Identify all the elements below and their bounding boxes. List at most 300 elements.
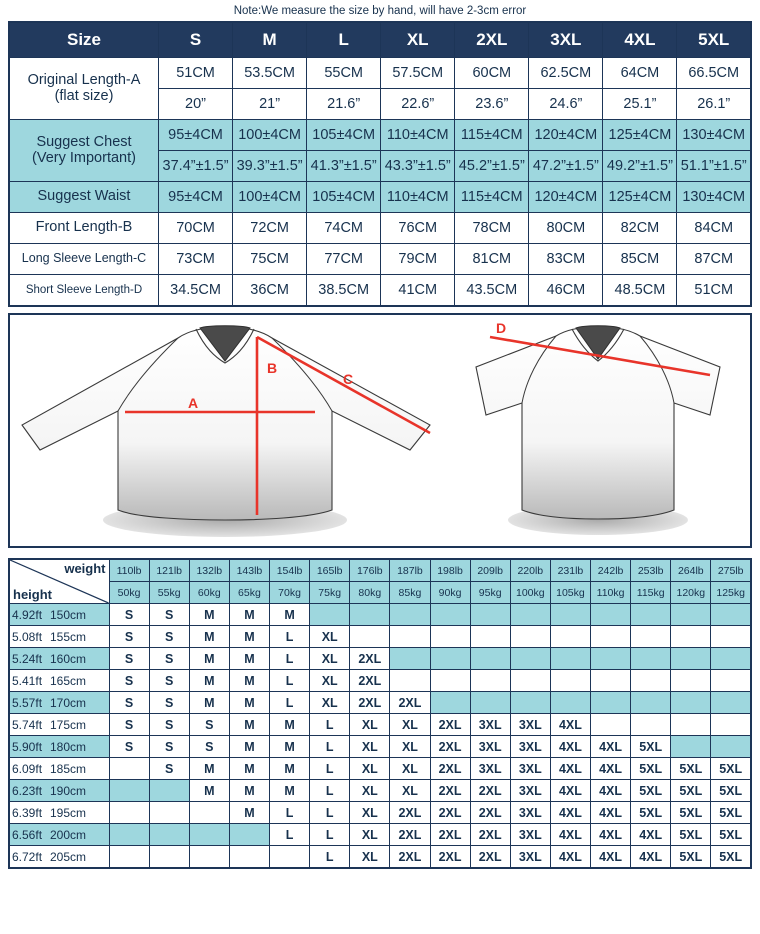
fit-cell — [109, 824, 149, 846]
weight-lb: 165lb — [310, 559, 350, 582]
weight-kg: 75kg — [310, 582, 350, 604]
row-label-text: Suggest Chest — [36, 134, 132, 151]
height-ft: 5.08ft — [12, 629, 43, 644]
weight-kg: 115kg — [631, 582, 671, 604]
fit-cell: L — [310, 824, 350, 846]
fit-cell: 5XL — [671, 846, 711, 869]
table-row — [9, 120, 751, 151]
short-sleeve-shirt-shape — [476, 326, 720, 535]
fit-cell: 5XL — [671, 780, 711, 802]
fit-cell: XL — [310, 648, 350, 670]
table-row — [9, 58, 751, 89]
fit-cell: 4XL — [591, 758, 631, 780]
row-label-long-sleeve-length: Long Sleeve Length-C — [9, 244, 159, 275]
fit-cell — [711, 692, 751, 714]
fit-cell: 3XL — [510, 846, 550, 869]
weight-lb: 264lb — [671, 559, 711, 582]
fit-cell — [550, 626, 590, 648]
size-header-5xl: 5XL — [677, 22, 751, 58]
cell: 81CM — [455, 244, 529, 275]
marker-d-label: D — [496, 320, 507, 336]
fit-cell: M — [229, 604, 269, 626]
fit-cell: M — [189, 670, 229, 692]
size-header-l: L — [307, 22, 381, 58]
cell: 84CM — [677, 213, 751, 244]
cell: 23.6” — [455, 89, 529, 120]
fit-cell: L — [310, 736, 350, 758]
fit-cell: L — [310, 714, 350, 736]
cell: 100±4CM — [233, 182, 307, 213]
fit-cell — [350, 604, 390, 626]
fit-cell — [149, 802, 189, 824]
fit-chart-row — [9, 802, 751, 824]
fit-cell: S — [149, 692, 189, 714]
fit-cell: 5XL — [671, 802, 711, 824]
fit-cell — [109, 758, 149, 780]
cell: 39.3”±1.5” — [233, 151, 307, 182]
fit-cell — [149, 824, 189, 846]
height-cell — [9, 736, 109, 758]
fit-cell: S — [149, 648, 189, 670]
size-table-container — [8, 21, 752, 307]
size-header-xl: XL — [381, 22, 455, 58]
cell: 26.1” — [677, 89, 751, 120]
fit-cell: S — [109, 736, 149, 758]
cell: 83CM — [529, 244, 603, 275]
fit-chart-table — [8, 558, 752, 869]
fit-cell: S — [149, 670, 189, 692]
weight-kg: 60kg — [189, 582, 229, 604]
fit-cell: XL — [350, 846, 390, 869]
cell: 57.5CM — [381, 58, 455, 89]
cell: 51CM — [159, 58, 233, 89]
fit-cell: M — [189, 648, 229, 670]
size-table-header-row — [9, 22, 751, 58]
cell: 80CM — [529, 213, 603, 244]
fit-cell: L — [270, 802, 310, 824]
cell: 76CM — [381, 213, 455, 244]
fit-chart-header-lb — [9, 559, 751, 582]
fit-cell: 3XL — [510, 824, 550, 846]
fit-cell — [510, 604, 550, 626]
fit-cell: S — [189, 714, 229, 736]
fit-cell: 2XL — [350, 692, 390, 714]
cell: 51.1”±1.5” — [677, 151, 751, 182]
fit-cell: M — [189, 604, 229, 626]
height-cell — [9, 714, 109, 736]
fit-cell — [510, 626, 550, 648]
fit-cell: 4XL — [550, 714, 590, 736]
fit-cell: 2XL — [470, 824, 510, 846]
weight-kg: 100kg — [510, 582, 550, 604]
cell: 34.5CM — [159, 275, 233, 307]
fit-cell — [430, 648, 470, 670]
fit-cell: XL — [350, 714, 390, 736]
height-ft: 5.41ft — [12, 673, 43, 688]
fit-cell: 2XL — [430, 714, 470, 736]
cell: 74CM — [307, 213, 381, 244]
cell: 66.5CM — [677, 58, 751, 89]
height-cell — [9, 758, 109, 780]
fit-cell: 2XL — [430, 780, 470, 802]
weight-kg: 80kg — [350, 582, 390, 604]
fit-cell — [189, 824, 229, 846]
size-table — [8, 21, 752, 307]
fit-cell: 2XL — [390, 824, 430, 846]
fit-cell — [470, 626, 510, 648]
fit-cell: S — [109, 648, 149, 670]
fit-cell — [631, 648, 671, 670]
height-cm: 180cm — [50, 739, 87, 754]
cell: 60CM — [455, 58, 529, 89]
fit-cell: M — [229, 758, 269, 780]
fit-cell: 2XL — [390, 802, 430, 824]
weight-lb: 110lb — [109, 559, 149, 582]
fit-cell: 5XL — [671, 824, 711, 846]
height-cm: 155cm — [50, 629, 87, 644]
fit-cell: S — [149, 758, 189, 780]
height-cm: 175cm — [50, 717, 87, 732]
fit-cell — [350, 626, 390, 648]
fit-cell — [430, 626, 470, 648]
fit-cell: XL — [310, 670, 350, 692]
cell: 95±4CM — [159, 182, 233, 213]
fit-cell: XL — [350, 780, 390, 802]
height-cell — [9, 846, 109, 869]
height-cell — [9, 626, 109, 648]
fit-cell — [631, 626, 671, 648]
weight-kg: 65kg — [229, 582, 269, 604]
cell: 55CM — [307, 58, 381, 89]
cell: 46CM — [529, 275, 603, 307]
fit-cell — [550, 692, 590, 714]
fit-chart-row — [9, 758, 751, 780]
fit-cell: S — [149, 626, 189, 648]
cell: 43.3”±1.5” — [381, 151, 455, 182]
fit-cell: L — [270, 626, 310, 648]
fit-cell: S — [149, 714, 189, 736]
fit-cell: 4XL — [591, 846, 631, 869]
garment-illustration — [8, 313, 752, 548]
cell: 53.5CM — [233, 58, 307, 89]
fit-cell: 4XL — [591, 780, 631, 802]
height-ft: 6.09ft — [12, 761, 43, 776]
weight-lb: 275lb — [711, 559, 751, 582]
fit-cell: M — [229, 802, 269, 824]
fit-cell: 3XL — [470, 714, 510, 736]
cell: 120±4CM — [529, 182, 603, 213]
cell: 115±4CM — [455, 182, 529, 213]
height-cell — [9, 604, 109, 626]
cell: 21” — [233, 89, 307, 120]
cell: 125±4CM — [603, 182, 677, 213]
row-label-short-sleeve-length: Short Sleeve Length-D — [9, 275, 159, 307]
table-row — [9, 182, 751, 213]
cell: 64CM — [603, 58, 677, 89]
fit-cell: 5XL — [631, 780, 671, 802]
cell: 115±4CM — [455, 120, 529, 151]
fit-cell: 5XL — [671, 758, 711, 780]
fit-cell: M — [189, 692, 229, 714]
fit-cell: S — [109, 714, 149, 736]
fit-cell: 4XL — [591, 736, 631, 758]
cell: 78CM — [455, 213, 529, 244]
fit-cell — [711, 714, 751, 736]
weight-lb: 132lb — [189, 559, 229, 582]
fit-cell: L — [270, 692, 310, 714]
cell: 72CM — [233, 213, 307, 244]
cell: 73CM — [159, 244, 233, 275]
fit-cell: 4XL — [631, 846, 671, 869]
fit-cell — [711, 670, 751, 692]
fit-cell: 5XL — [631, 736, 671, 758]
height-ft: 6.56ft — [12, 827, 43, 842]
cell: 41CM — [381, 275, 455, 307]
weight-kg: 120kg — [671, 582, 711, 604]
row-label-sub: (flat size) — [54, 87, 114, 104]
fit-cell: L — [310, 780, 350, 802]
fit-cell: 5XL — [711, 758, 751, 780]
cell: 130±4CM — [677, 182, 751, 213]
fit-cell — [470, 670, 510, 692]
fit-cell — [550, 648, 590, 670]
fit-cell: XL — [390, 736, 430, 758]
cell: 75CM — [233, 244, 307, 275]
weight-lb: 143lb — [229, 559, 269, 582]
fit-cell — [109, 846, 149, 869]
fit-cell: 5XL — [711, 802, 751, 824]
height-cell — [9, 824, 109, 846]
fit-cell: 4XL — [631, 824, 671, 846]
fit-cell: L — [310, 758, 350, 780]
fit-cell — [550, 604, 590, 626]
weight-lb: 231lb — [550, 559, 590, 582]
cell: 95±4CM — [159, 120, 233, 151]
fit-cell — [591, 604, 631, 626]
fit-cell: M — [270, 714, 310, 736]
marker-b-label: B — [267, 360, 278, 376]
fit-cell — [109, 780, 149, 802]
cell: 70CM — [159, 213, 233, 244]
cell: 130±4CM — [677, 120, 751, 151]
weight-lb: 187lb — [390, 559, 430, 582]
fit-cell: 2XL — [430, 802, 470, 824]
size-header-3xl: 3XL — [529, 22, 603, 58]
row-label-suggest-chest — [9, 120, 159, 182]
cell: 45.2”±1.5” — [455, 151, 529, 182]
cell: 47.2”±1.5” — [529, 151, 603, 182]
marker-c-label: C — [343, 371, 354, 387]
cell: 36CM — [233, 275, 307, 307]
fit-cell: M — [270, 758, 310, 780]
measurement-note: Note:We measure the size by hand, will have 2-3cm error — [233, 5, 527, 17]
cell: 38.5CM — [307, 275, 381, 307]
weight-lb: 176lb — [350, 559, 390, 582]
cell: 49.2”±1.5” — [603, 151, 677, 182]
fit-cell: S — [149, 604, 189, 626]
size-header-m: M — [233, 22, 307, 58]
fit-cell: 2XL — [350, 670, 390, 692]
fit-cell — [149, 780, 189, 802]
cell: 125±4CM — [603, 120, 677, 151]
fit-cell — [390, 604, 430, 626]
fit-cell — [671, 626, 711, 648]
weight-lb: 198lb — [430, 559, 470, 582]
weight-lb: 220lb — [510, 559, 550, 582]
fit-cell — [510, 648, 550, 670]
fit-cell — [390, 626, 430, 648]
fit-cell: 3XL — [510, 758, 550, 780]
cell: 22.6” — [381, 89, 455, 120]
fit-chart-row — [9, 736, 751, 758]
fit-cell — [711, 648, 751, 670]
weight-kg: 95kg — [470, 582, 510, 604]
fit-chart-header-kg — [9, 582, 751, 604]
fit-cell: M — [270, 736, 310, 758]
fit-cell: 3XL — [470, 758, 510, 780]
fit-cell: S — [109, 670, 149, 692]
fit-cell — [711, 604, 751, 626]
fit-cell: 3XL — [510, 802, 550, 824]
fit-cell — [470, 604, 510, 626]
row-label-sub: (Very Important) — [32, 149, 136, 166]
fit-cell: S — [189, 736, 229, 758]
fit-cell — [310, 604, 350, 626]
row-label-original-length — [9, 58, 159, 120]
fit-cell — [189, 846, 229, 869]
fit-cell: M — [229, 736, 269, 758]
fit-cell — [189, 802, 229, 824]
fit-cell: S — [109, 604, 149, 626]
row-label-text: Original Length-A — [27, 72, 141, 89]
fit-cell — [390, 648, 430, 670]
height-cm: 170cm — [50, 695, 87, 710]
fit-cell — [470, 648, 510, 670]
size-header-label: Size — [9, 22, 159, 58]
weight-kg: 85kg — [390, 582, 430, 604]
size-header-2xl: 2XL — [455, 22, 529, 58]
fit-cell: XL — [350, 824, 390, 846]
fit-cell — [591, 692, 631, 714]
height-cm: 205cm — [50, 849, 87, 864]
fit-cell: XL — [390, 780, 430, 802]
fit-cell: 2XL — [390, 692, 430, 714]
fit-cell: M — [270, 604, 310, 626]
fit-cell: M — [229, 780, 269, 802]
fit-chart-row — [9, 824, 751, 846]
fit-cell — [229, 846, 269, 869]
height-axis-label: height — [13, 587, 52, 602]
fit-cell: L — [270, 670, 310, 692]
fit-cell — [149, 846, 189, 869]
fit-cell: 4XL — [591, 824, 631, 846]
cell: 100±4CM — [233, 120, 307, 151]
long-sleeve-shirt-shape — [22, 326, 430, 537]
fit-cell: S — [109, 692, 149, 714]
cell: 85CM — [603, 244, 677, 275]
height-cm: 150cm — [50, 607, 87, 622]
fit-cell: 2XL — [430, 736, 470, 758]
weight-lb: 253lb — [631, 559, 671, 582]
cell: 24.6” — [529, 89, 603, 120]
fit-chart-corner — [9, 559, 109, 604]
cell: 87CM — [677, 244, 751, 275]
row-label-front-length: Front Length-B — [9, 213, 159, 244]
fit-chart-row — [9, 604, 751, 626]
cell: 37.4”±1.5” — [159, 151, 233, 182]
garment-diagram-svg — [10, 315, 750, 546]
fit-cell: 3XL — [510, 714, 550, 736]
fit-cell — [591, 714, 631, 736]
weight-kg: 90kg — [430, 582, 470, 604]
height-cm: 160cm — [50, 651, 87, 666]
fit-cell — [430, 670, 470, 692]
fit-cell — [390, 670, 430, 692]
weight-lb: 209lb — [470, 559, 510, 582]
fit-cell: XL — [350, 736, 390, 758]
height-ft: 5.90ft — [12, 739, 43, 754]
height-ft: 4.92ft — [12, 607, 43, 622]
table-row — [9, 275, 751, 307]
fit-cell: 2XL — [470, 802, 510, 824]
fit-cell — [591, 648, 631, 670]
fit-cell: 2XL — [470, 780, 510, 802]
weight-axis-label: weight — [64, 561, 106, 576]
fit-cell: 4XL — [550, 824, 590, 846]
fit-cell: 4XL — [550, 758, 590, 780]
fit-cell — [671, 692, 711, 714]
height-cm: 165cm — [50, 673, 87, 688]
fit-cell — [510, 692, 550, 714]
cell: 110±4CM — [381, 182, 455, 213]
cell: 25.1” — [603, 89, 677, 120]
fit-cell: M — [270, 780, 310, 802]
fit-cell — [270, 846, 310, 869]
fit-cell: 5XL — [711, 846, 751, 869]
height-cell — [9, 692, 109, 714]
height-ft: 6.23ft — [12, 783, 43, 798]
fit-cell — [711, 626, 751, 648]
fit-cell: M — [229, 648, 269, 670]
fit-cell — [671, 670, 711, 692]
fit-chart-row — [9, 692, 751, 714]
fit-cell: 5XL — [711, 824, 751, 846]
row-label-suggest-waist: Suggest Waist — [9, 182, 159, 213]
weight-kg: 70kg — [270, 582, 310, 604]
height-ft: 5.24ft — [12, 651, 43, 666]
cell: 105±4CM — [307, 120, 381, 151]
fit-cell: 3XL — [470, 736, 510, 758]
fit-cell: 2XL — [430, 846, 470, 869]
fit-cell: 2XL — [390, 846, 430, 869]
fit-cell — [470, 692, 510, 714]
fit-cell: 4XL — [550, 736, 590, 758]
fit-cell: S — [149, 736, 189, 758]
fit-cell: M — [229, 714, 269, 736]
fit-cell: L — [270, 648, 310, 670]
fit-cell — [109, 802, 149, 824]
fit-cell — [591, 670, 631, 692]
cell: 48.5CM — [603, 275, 677, 307]
fit-cell: L — [310, 802, 350, 824]
fit-cell: XL — [310, 626, 350, 648]
fit-cell: XL — [350, 758, 390, 780]
cell: 82CM — [603, 213, 677, 244]
fit-cell: M — [229, 626, 269, 648]
fit-cell: 4XL — [550, 802, 590, 824]
fit-cell — [671, 648, 711, 670]
weight-kg: 105kg — [550, 582, 590, 604]
